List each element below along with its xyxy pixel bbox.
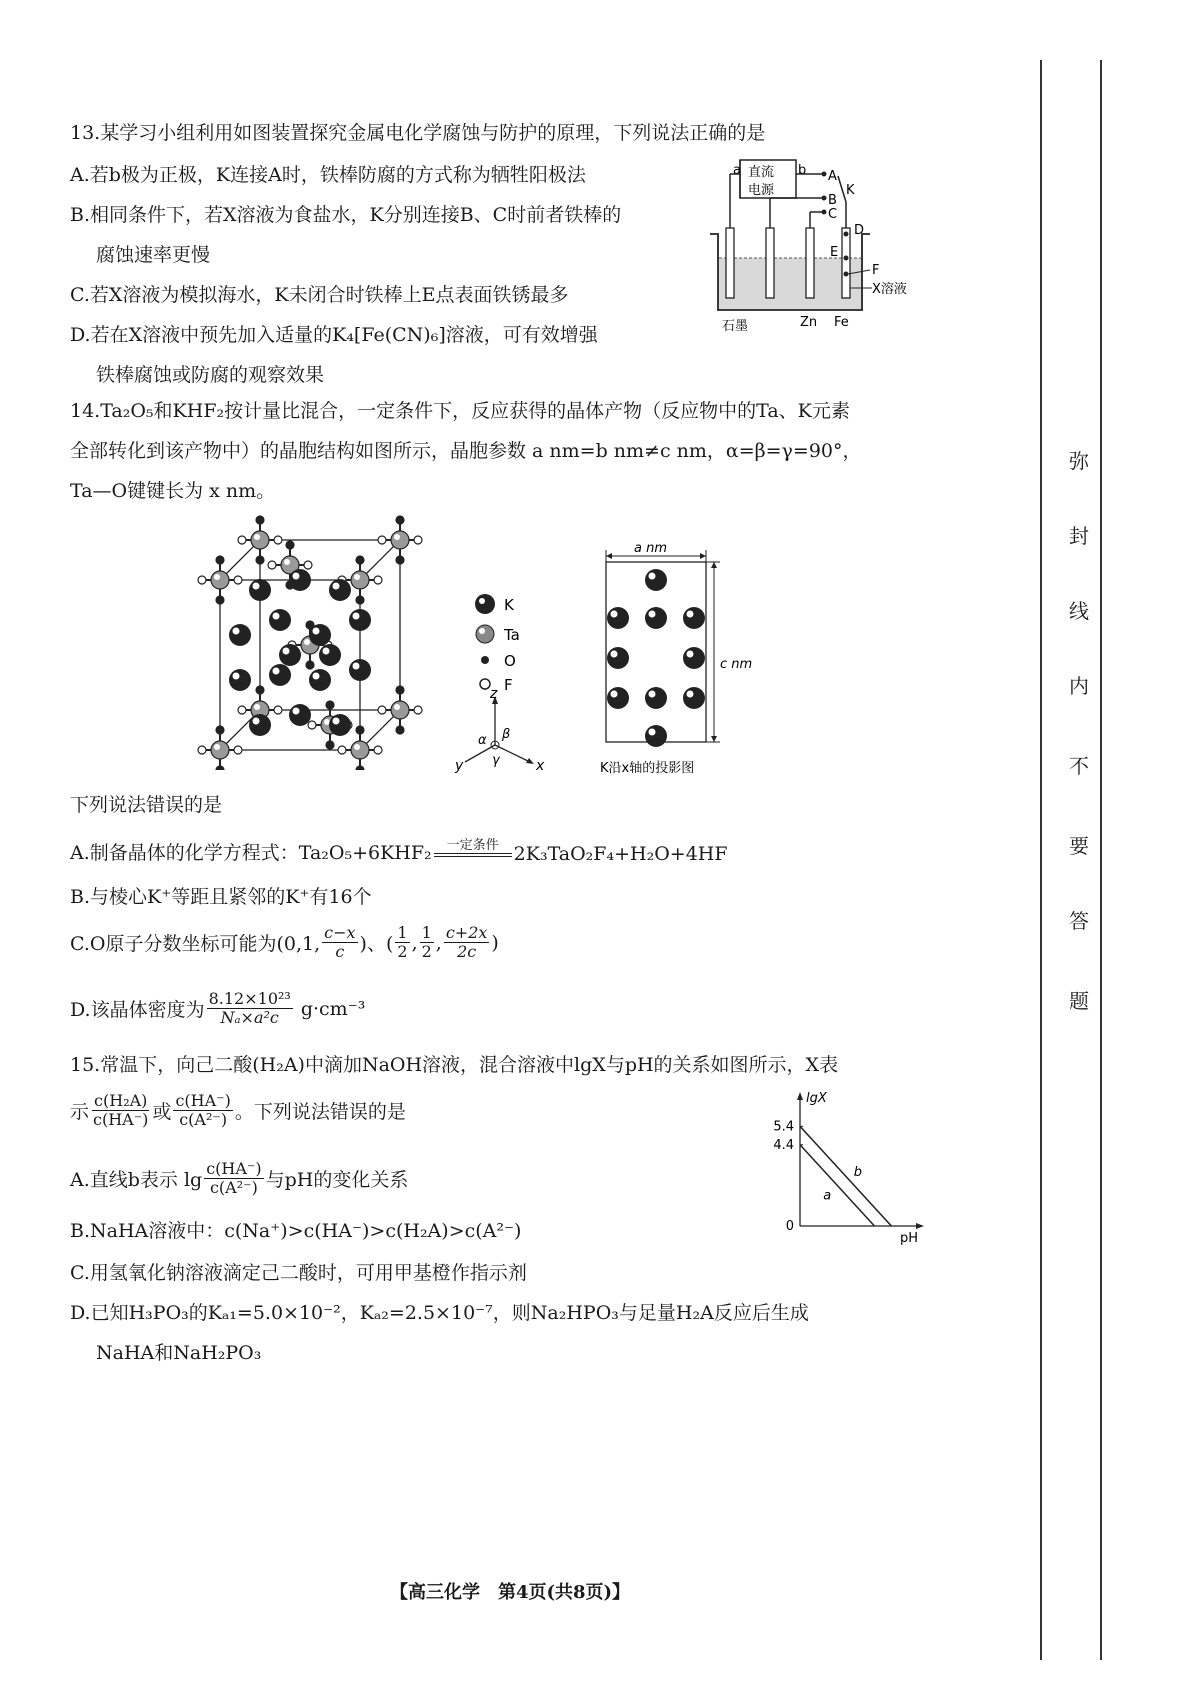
f-atom (198, 746, 206, 754)
o-atom (216, 556, 224, 564)
k-projection-atom (645, 607, 667, 629)
o-atom (216, 596, 224, 604)
k-projection-atom (607, 607, 629, 629)
pole-b-label: b (798, 163, 807, 178)
y-tick-label: 4.4 (773, 1137, 794, 1153)
binding-char: 线 (1069, 599, 1089, 623)
k-atom (289, 704, 311, 726)
a-frac (204, 1160, 263, 1197)
o-atom (396, 726, 404, 734)
o-atom (356, 726, 364, 734)
binding-char: 答 (1069, 909, 1089, 933)
terminal-b-label: B (828, 193, 837, 208)
graphite-electrode (726, 228, 734, 298)
o-atom (356, 596, 364, 604)
q13-stem: 13.某学习小组利用如图装置探究金属电化学腐蚀与防护的原理，下列说法正确的是 (70, 122, 766, 144)
angle-gamma-label: γ (492, 753, 500, 768)
equals-arrow (434, 853, 512, 857)
binding-strip (1030, 60, 1110, 1660)
ta-atom (251, 531, 269, 549)
zn-label: Zn (800, 315, 818, 330)
graphite-label: 石墨 (722, 319, 749, 334)
o-atom (326, 701, 334, 709)
point-d-label: D (854, 223, 865, 238)
q14-c-mid: )、( (359, 933, 394, 955)
k-projection-atom (607, 647, 629, 669)
q15-a-pre: A.直线b表示 lg (70, 1169, 203, 1191)
q14-option-a (70, 838, 728, 865)
f-atom (238, 536, 246, 544)
ta-atom-icon (476, 625, 494, 643)
o-atom (396, 556, 404, 564)
power-label-2: 电源 (748, 183, 775, 198)
binding-line-left (1040, 60, 1042, 1660)
point-e-label: E (830, 245, 839, 260)
k-projection-atom (645, 725, 667, 747)
proj-caption: K沿x轴的投影图 (600, 761, 695, 776)
f-atom-icon (480, 679, 490, 689)
q14-stem-2: 全部转化到该产物中）的晶胞结构如图所示，晶胞参数 a nm=b nm≠c nm，α=β=γ=90°， (70, 440, 862, 462)
o-atom (326, 741, 334, 749)
q15-or: 或 (152, 1101, 172, 1123)
c-frac-2 (395, 924, 409, 961)
f-atom (304, 561, 312, 569)
k-projection-atom (683, 647, 705, 669)
q14-d-pre: D.该晶体密度为 (70, 999, 205, 1021)
f-atom (414, 536, 422, 544)
q15-stem-1: 15.常温下，向己二酸(H₂A)中滴加NaOH溶液，混合溶液中lgX与pH的关系如图所示，X表 (70, 1054, 839, 1076)
q15-option-a (70, 1160, 408, 1197)
k-atom (289, 569, 311, 591)
c-frac-3 (420, 924, 434, 961)
k-atom (249, 579, 271, 601)
k-atom (329, 714, 351, 736)
binding-char: 内 (1069, 674, 1089, 698)
f-atom (374, 746, 382, 754)
x-frac-2-num: c(HA⁻) (175, 1091, 231, 1110)
d-frac-den: Nₐ×a²c (220, 1008, 279, 1027)
binding-char: 题 (1069, 989, 1089, 1013)
fe-electrode (842, 228, 850, 298)
q14-ask: 下列说法错误的是 (70, 794, 223, 816)
switch-k (838, 176, 846, 202)
pole-a-label: a (733, 163, 741, 178)
k-atom (229, 669, 251, 691)
o-atom (356, 556, 364, 564)
o-atom (216, 726, 224, 734)
power-label-1: 直流 (748, 165, 775, 180)
k-projection-diagram (590, 540, 770, 780)
ta-atom (351, 571, 369, 589)
k-atom (349, 659, 371, 681)
series-label-b: b (853, 1165, 862, 1181)
switch-k-label: K (846, 183, 855, 198)
q14-a-pre: A.制备晶体的化学方程式：Ta₂O₅+6KHF₂ (70, 842, 432, 864)
k-atom-icon (475, 594, 495, 614)
o-atom (356, 766, 364, 770)
ta-atom (211, 571, 229, 589)
binding-char: 弥 (1069, 449, 1089, 473)
q15-stem-2-pre: 示 (70, 1101, 90, 1123)
x-axis-label: pH (900, 1231, 919, 1246)
k-projection-atom (683, 687, 705, 709)
q13-option-b-cont: 腐蚀速率更慢 (96, 244, 211, 266)
f-atom (268, 561, 276, 569)
q14-stem-3: Ta—O键键长为 x nm。 (70, 480, 276, 502)
x-solution-fill (719, 258, 861, 309)
f-atom (234, 746, 242, 754)
y-tick-label: 5.4 (773, 1119, 794, 1135)
legend-o: O (504, 652, 516, 670)
q14-c-pre: C.O原子分数坐标可能为(0,1, (70, 933, 321, 955)
ta-atom (351, 741, 369, 759)
binding-char: 不 (1069, 754, 1089, 778)
f-atom (274, 706, 282, 714)
angle-beta-label: β (502, 727, 511, 742)
fe-label: Fe (834, 315, 849, 330)
k-atom (309, 624, 331, 646)
x-frac-1-num: c(H₂A) (94, 1091, 148, 1110)
ta-atom (391, 701, 409, 719)
a-frac-num: c(HA⁻) (206, 1159, 262, 1178)
o-atom (216, 766, 224, 770)
q14-option-d (70, 990, 365, 1027)
x-solution-label: X溶液 (872, 282, 907, 297)
c-frac-1-den: c (335, 942, 345, 961)
proj-c-label: c nm (720, 657, 753, 672)
unknown-electrode (806, 228, 814, 298)
k-projection-atom (607, 687, 629, 709)
f-atom (238, 706, 246, 714)
q14-option-c: C.O原子分数坐标可能为(0,1, $\frac{c-x}{c}$ )、( $\frac{1}{2}$ , $\frac{1}{2}$ , $\frac{c+2x}{2c}$ ) (70, 923, 499, 961)
k-atom (349, 609, 371, 631)
q13-option-c: C.若X溶液为模拟海水，K未闭合时铁棒上E点表面铁锈最多 (70, 284, 569, 306)
q15-option-c: C.用氢氧化钠溶液滴定己二酸时，可用甲基橙作指示剂 (70, 1262, 527, 1284)
crystal-cell-diagram (190, 510, 450, 770)
f-atom (274, 536, 282, 544)
reaction-condition-text: 一定条件 (446, 838, 499, 853)
page-footer: 【高三化学 第4页(共8页)】 (389, 1582, 631, 1603)
angle-alpha-label: α (478, 733, 487, 748)
k-atom (269, 664, 291, 686)
axis-z-label: z (490, 690, 498, 702)
k-atom (319, 644, 341, 666)
terminal-c-label: C (828, 207, 838, 222)
y-tick-label: 0 (785, 1219, 794, 1234)
q15-stem-2 (70, 1092, 406, 1129)
proj-a-label: a nm (634, 541, 668, 556)
f-atom (308, 721, 316, 729)
k-atom (309, 669, 331, 691)
ta-atom (211, 741, 229, 759)
binding-line-right (1100, 60, 1102, 1660)
ta-atom (391, 531, 409, 549)
k-atom (329, 579, 351, 601)
c-frac-3-den: 2 (421, 942, 432, 961)
o-atom (256, 686, 264, 694)
c-frac-4-num: c+2x (445, 923, 488, 942)
lgx-ph-chart (760, 1086, 940, 1246)
x-frac-1 (91, 1092, 150, 1129)
series-label-a: a (823, 1188, 832, 1204)
q15-option-d-cont: NaHA和NaH₂PO₃ (96, 1342, 262, 1364)
axis-y-label: y (455, 758, 464, 774)
point-f-label: F (872, 263, 880, 278)
c-frac-2-den: 2 (397, 942, 408, 961)
y-axis-label: lgX (806, 1091, 827, 1106)
q13-electrolysis-diagram (700, 152, 940, 342)
binding-char: 封 (1069, 524, 1089, 548)
f-atom (338, 746, 346, 754)
k-atom (279, 644, 301, 666)
q15-option-b: B.NaHA溶液中：c(Na⁺)>c(HA⁻)>c(H₂A)>c(A²⁻) (70, 1220, 522, 1242)
axis-indicator (450, 690, 560, 780)
d-frac (207, 990, 293, 1027)
legend-k: K (504, 596, 514, 614)
series-line-a (800, 1145, 874, 1226)
zn-electrode (766, 228, 774, 298)
d-frac-num: 8.12×10²³ (208, 989, 291, 1008)
q15-stem-2-post: 。下列说法错误的是 (234, 1101, 406, 1123)
x-frac-2-den: c(A²⁻) (179, 1110, 228, 1129)
k-atom (249, 714, 271, 736)
c-frac-3-num: 1 (421, 923, 432, 942)
o-atom-icon (481, 656, 489, 664)
c-frac-4 (444, 924, 490, 961)
c-frac-1-num: c−x (324, 923, 356, 942)
o-atom (306, 661, 314, 669)
f-atom (378, 706, 386, 714)
f-atom (414, 706, 422, 714)
f-atom (198, 576, 206, 584)
f-atom (234, 576, 242, 584)
o-atom (256, 556, 264, 564)
binding-char: 要 (1069, 834, 1089, 858)
c-frac-4-den: 2c (457, 942, 477, 961)
q13-option-d-cont: 铁棒腐蚀或防腐的观察效果 (96, 364, 325, 386)
o-atom (286, 541, 294, 549)
q13-option-b: B.相同条件下，若X溶液为食盐水，K分别连接B、C时前者铁棒的 (70, 204, 622, 226)
c-frac-1 (322, 924, 357, 961)
axis-x-label: x (536, 758, 545, 774)
q13-option-a: A.若b极为正极，K连接A时，铁棒防腐的方式称为牺牲阳极法 (70, 164, 586, 186)
legend-ta: Ta (504, 626, 520, 644)
reaction-condition (434, 839, 512, 865)
o-atom (396, 686, 404, 694)
q13-option-d: D.若在X溶液中预先加入适量的K₄[Fe(CN)₆]溶液，可有效增强 (70, 324, 598, 346)
series-line-b (800, 1126, 891, 1226)
k-projection-atom (683, 607, 705, 629)
k-projection-atom (645, 569, 667, 591)
f-atom (378, 536, 386, 544)
q14-d-post: g·cm⁻³ (300, 997, 366, 1020)
k-atom (269, 609, 291, 631)
q15-a-post: 与pH的变化关系 (265, 1169, 409, 1191)
q14-option-b: B.与棱心K⁺等距且紧邻的K⁺有16个 (70, 886, 372, 908)
q14-a-post: 2K₃TaO₂F₄+H₂O+4HF (513, 843, 728, 865)
x-frac-2 (173, 1092, 232, 1129)
q14-c-end: ) (491, 931, 499, 954)
o-atom (256, 516, 264, 524)
k-atom (229, 624, 251, 646)
q15-option-d: D.已知H₃PO₃的Kₐ₁=5.0×10⁻²，Kₐ₂=2.5×10⁻⁷，则Na₂HPO₃与足量H₂A反应后生成 (70, 1302, 809, 1324)
x-frac-1-den: c(HA⁻) (93, 1110, 149, 1129)
legend-f: F (504, 676, 513, 694)
c-frac-2-num: 1 (397, 923, 408, 942)
k-projection-atom (645, 687, 667, 709)
o-atom (396, 516, 404, 524)
q14-stem-1: 14.Ta₂O₅和KHF₂按计量比混合，一定条件下，反应获得的晶体产物（反应物中的Ta、K元素 (70, 400, 850, 422)
f-atom (374, 576, 382, 584)
a-frac-den: c(A²⁻) (209, 1178, 258, 1197)
terminal-a-label: A (828, 169, 837, 184)
